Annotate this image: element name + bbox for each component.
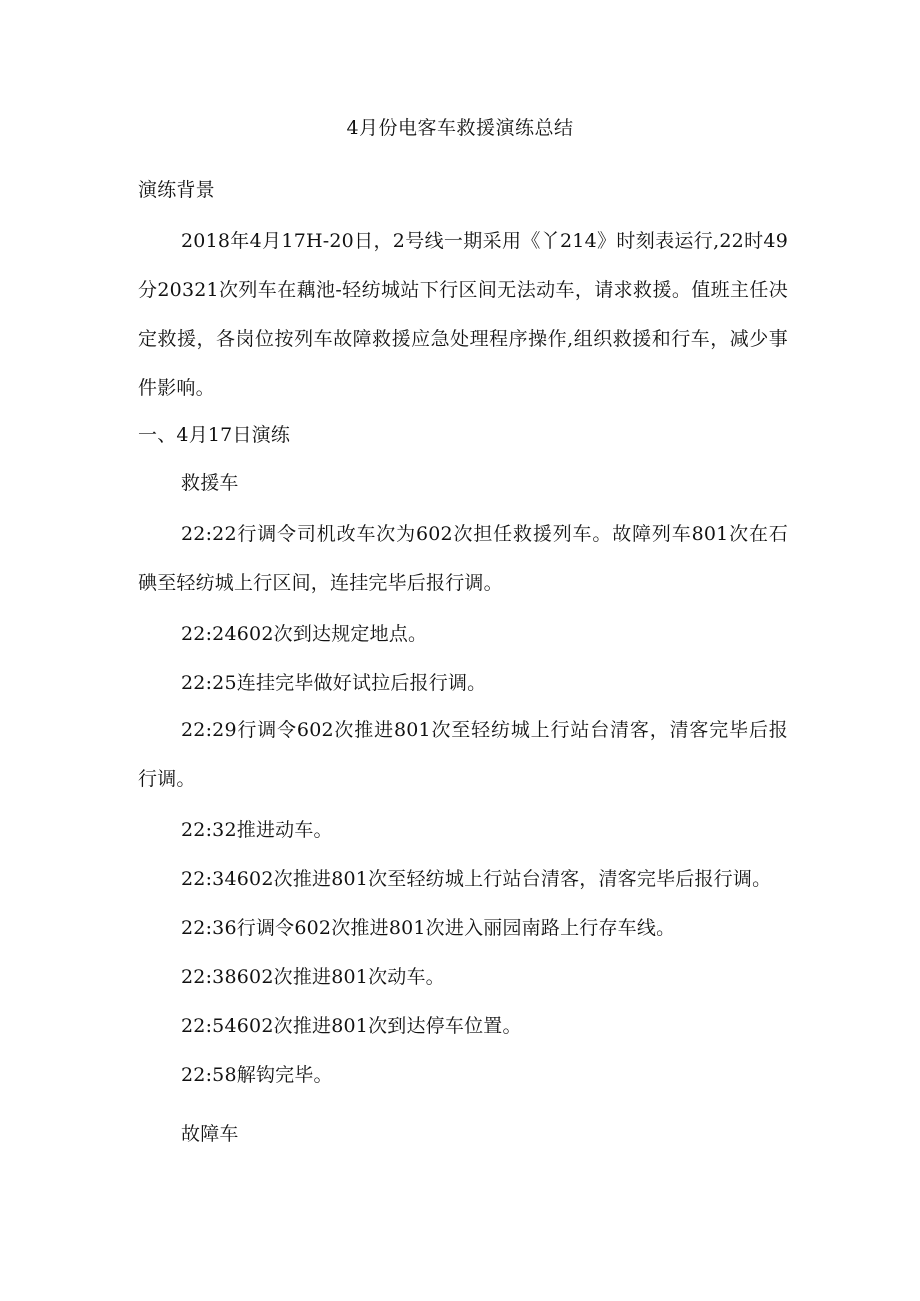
entry-item: 22:22行调令司机改车次为602次担任救援列车。故障列车801次在石碘至轻纺城上行区间，连挂完毕后报行调。 bbox=[138, 523, 788, 594]
entry-item: 22:29行调令602次推进801次至轻纺城上行站台清客，清客完毕后报行调。 bbox=[138, 719, 788, 790]
document-title: 4月份电客车救援演练总结 bbox=[346, 117, 574, 139]
entry-item: 22:36行调令602次推进801次进入丽园南路上行存车线。 bbox=[181, 917, 676, 939]
background-paragraph: 2018年4月17H-20日，2号线一期采用《丫214》时刻表运行,22时49分20321次列车在藕池-轻纺城站下行区间无法动车，请求救援。值班主任决定救援，各岗位按列车故障救援应急处理程序操作,组织救援和行车，减少事件影响。 bbox=[138, 230, 788, 399]
entry-item: 22:38602次推进801次动车。 bbox=[181, 966, 445, 988]
entry-item: 22:58解钩完毕。 bbox=[181, 1064, 333, 1086]
entry-item: 22:34602次推进801次至轻纺城上行站台清客，清客完毕后报行调。 bbox=[181, 868, 772, 890]
entry-item: 22:25连挂完毕做好试拉后报行调。 bbox=[181, 672, 487, 694]
section-heading: 一、4月17日演练 bbox=[138, 424, 291, 446]
entry-item: 22:32推进动车。 bbox=[181, 819, 333, 841]
entry-item: 22:54602次推进801次到达停车位置。 bbox=[181, 1015, 522, 1037]
faulty-vehicle-heading: 故障车 bbox=[181, 1123, 239, 1145]
rescue-vehicle-heading: 救援车 bbox=[181, 472, 239, 494]
entry-item: 22:24602次到达规定地点。 bbox=[181, 623, 428, 645]
background-heading: 演练背景 bbox=[138, 179, 215, 201]
